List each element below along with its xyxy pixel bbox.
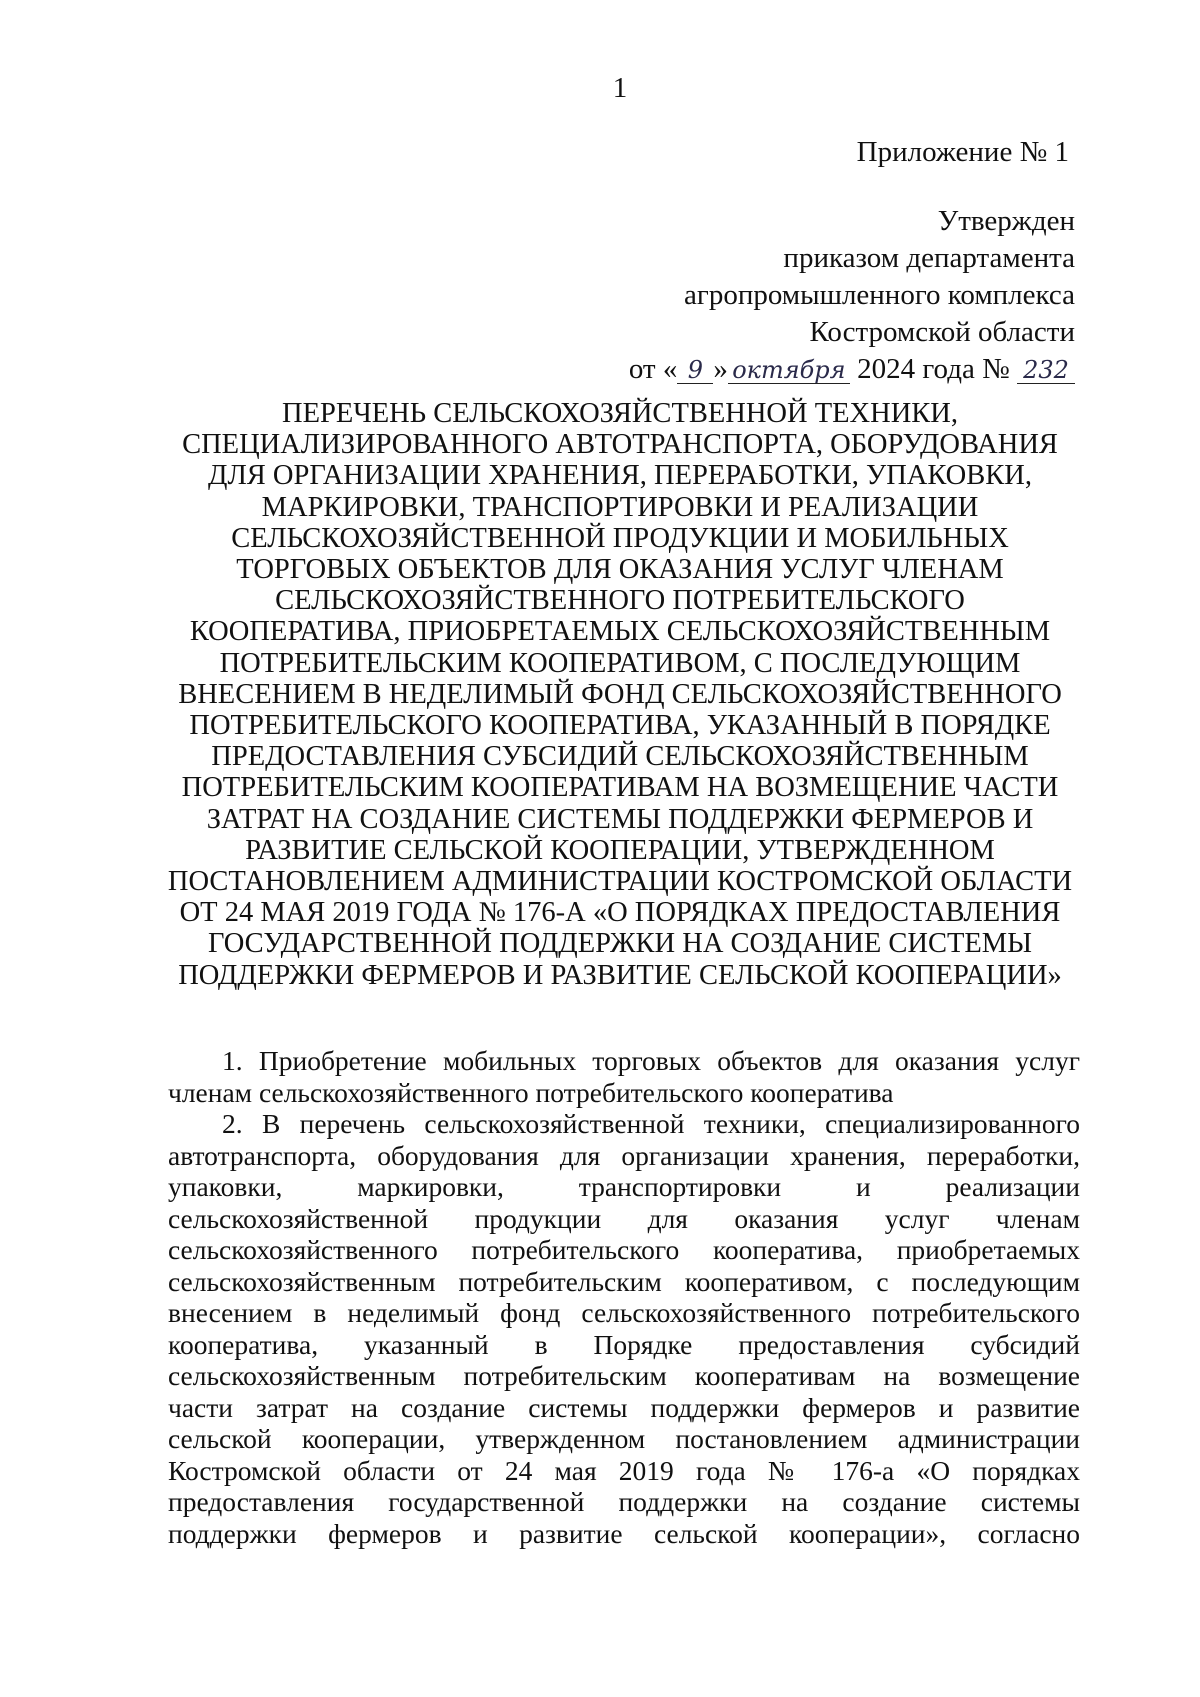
title-line: ПОДДЕРЖКИ ФЕРМЕРОВ И РАЗВИТИЕ СЕЛЬСКОЙ КООПЕРАЦИИ» bbox=[178, 959, 1062, 991]
appendix-label: Приложение № 1 bbox=[856, 136, 1069, 168]
title-line: МАРКИРОВКИ, ТРАНСПОРТИРОВКИ И РЕАЛИЗАЦИИ bbox=[261, 491, 979, 523]
paragraph-line: сельской кооперации, утвержденном постановлением администрации bbox=[168, 1423, 1080, 1454]
title-line: ПОСТАНОВЛЕНИЕМ АДМИНИСТРАЦИИ КОСТРОМСКОЙ ОБЛАСТИ bbox=[167, 866, 1073, 898]
approval-line-1: Утвержден bbox=[937, 205, 1075, 237]
title-line: ПОТРЕБИТЕЛЬСКОГО КООПЕРАТИВА, УКАЗАННЫЙ В ПОРЯДКЕ bbox=[189, 710, 1051, 742]
paragraph-line: части затрат на создание системы поддержки фермеров и развитие bbox=[168, 1391, 1080, 1423]
paragraph-line: поддержки фермеров и развитие сельской кооперации», согласно bbox=[168, 1517, 1080, 1549]
paragraph-line: внесением в неделимый фонд сельскохозяйственного потребительского bbox=[168, 1297, 1080, 1328]
approval-date-line bbox=[629, 351, 1075, 388]
title-line: ПОТРЕБИТЕЛЬСКИМ КООПЕРАТИВОМ, С ПОСЛЕДУЮЩИМ bbox=[219, 647, 1021, 679]
paragraph-line: сельскохозяйственной продукции для оказания услуг членам bbox=[168, 1202, 1080, 1234]
title-line: СЕЛЬСКОХОЗЯЙСТВЕННОЙ ПРОДУКЦИИ И МОБИЛЬНЫХ bbox=[231, 522, 1009, 554]
paragraph-line: 2. В перечень сельскохозяйственной техники, специализированного bbox=[222, 1108, 1080, 1139]
paragraph-line: членам сельскохозяйственного потребительского кооператива bbox=[168, 1076, 894, 1108]
title-line: ПЕРЕЧЕНЬ СЕЛЬСКОХОЗЯЙСТВЕННОЙ ТЕХНИКИ, bbox=[281, 398, 958, 429]
title-line: ГОСУДАРСТВЕННОЙ ПОДДЕРЖКИ НА СОЗДАНИЕ СИСТЕМЫ bbox=[207, 928, 1033, 960]
handwritten-month: октября bbox=[728, 357, 850, 384]
paragraph-2 bbox=[168, 1108, 1080, 1549]
body-text bbox=[168, 1045, 1080, 1549]
page-number: 1 bbox=[612, 72, 628, 104]
paragraph-line: кооператива, указанный в Порядке предоставления субсидий bbox=[168, 1328, 1080, 1360]
title-line: ОТ 24 МАЯ 2019 ГОДА № 176-А «О ПОРЯДКАХ ПРЕДОСТАВЛЕНИЯ bbox=[179, 897, 1061, 929]
paragraph-line: сельскохозяйственным потребительским кооперативом, с последующим bbox=[168, 1265, 1080, 1297]
title-line: СЕЛЬСКОХОЗЯЙСТВЕННОГО ПОТРЕБИТЕЛЬСКОГО bbox=[275, 585, 965, 617]
approval-line-3: агропромышленного комплекса bbox=[684, 279, 1075, 311]
paragraph-line: предоставления государственной поддержки на создание системы bbox=[168, 1486, 1080, 1517]
paragraph-line: сельскохозяйственного потребительского кооператива, приобретаемых bbox=[168, 1234, 1080, 1265]
title-line: ПОТРЕБИТЕЛЬСКИМ КООПЕРАТИВАМ НА ВОЗМЕЩЕНИЕ ЧАСТИ bbox=[181, 772, 1059, 804]
date-year: 2024 года № bbox=[857, 353, 1010, 385]
title-line: РАЗВИТИЕ СЕЛЬСКОЙ КООПЕРАЦИИ, УТВЕРЖДЕННОМ bbox=[245, 834, 995, 866]
paragraph-line: сельскохозяйственным потребительским кооперативам на возмещение bbox=[168, 1360, 1080, 1391]
paragraph-line: автотранспорта, оборудования для организации хранения, переработки, bbox=[168, 1139, 1080, 1171]
paragraph-line: Костромской области от 24 мая 2019 года № 176-а «О порядках bbox=[168, 1454, 1080, 1486]
title-line: ЗАТРАТ НА СОЗДАНИЕ СИСТЕМЫ ПОДДЕРЖКИ ФЕРМЕРОВ И bbox=[206, 803, 1034, 835]
approval-block bbox=[629, 203, 1075, 388]
title-line: КООПЕРАТИВА, ПРИОБРЕТАЕМЫХ СЕЛЬСКОХОЗЯЙСТВЕННЫМ bbox=[189, 616, 1051, 648]
document-title bbox=[158, 398, 1082, 991]
title-line: ПРЕДОСТАВЛЕНИЯ СУБСИДИЙ СЕЛЬСКОХОЗЯЙСТВЕННЫМ bbox=[211, 741, 1029, 773]
title-line: ДЛЯ ОРГАНИЗАЦИИ ХРАНЕНИЯ, ПЕРЕРАБОТКИ, УПАКОВКИ, bbox=[208, 460, 1032, 492]
paragraph-1 bbox=[168, 1045, 1080, 1108]
approval-line-2: приказом департамента bbox=[783, 242, 1075, 274]
paragraph-line: упаковки, маркировки, транспортировки и реализации bbox=[168, 1171, 1080, 1202]
approval-line-4: Костромской области bbox=[809, 316, 1075, 348]
title-line: СПЕЦИАЛИЗИРОВАННОГО АВТОТРАНСПОРТА, ОБОРУДОВАНИЯ bbox=[182, 429, 1058, 461]
handwritten-day: 9 bbox=[677, 357, 713, 384]
title-line: ВНЕСЕНИЕМ В НЕДЕЛИМЫЙ ФОНД СЕЛЬСКОХОЗЯЙСТВЕННОГО bbox=[178, 678, 1062, 710]
title-line: ТОРГОВЫХ ОБЪЕКТОВ ДЛЯ ОКАЗАНИЯ УСЛУГ ЧЛЕНАМ bbox=[236, 554, 1004, 586]
date-prefix: от « bbox=[628, 353, 678, 385]
handwritten-order-number: 232 bbox=[1017, 357, 1075, 384]
paragraph-line: 1. Приобретение мобильных торговых объектов для оказания услуг bbox=[222, 1045, 1080, 1076]
date-mid: » bbox=[713, 353, 728, 385]
